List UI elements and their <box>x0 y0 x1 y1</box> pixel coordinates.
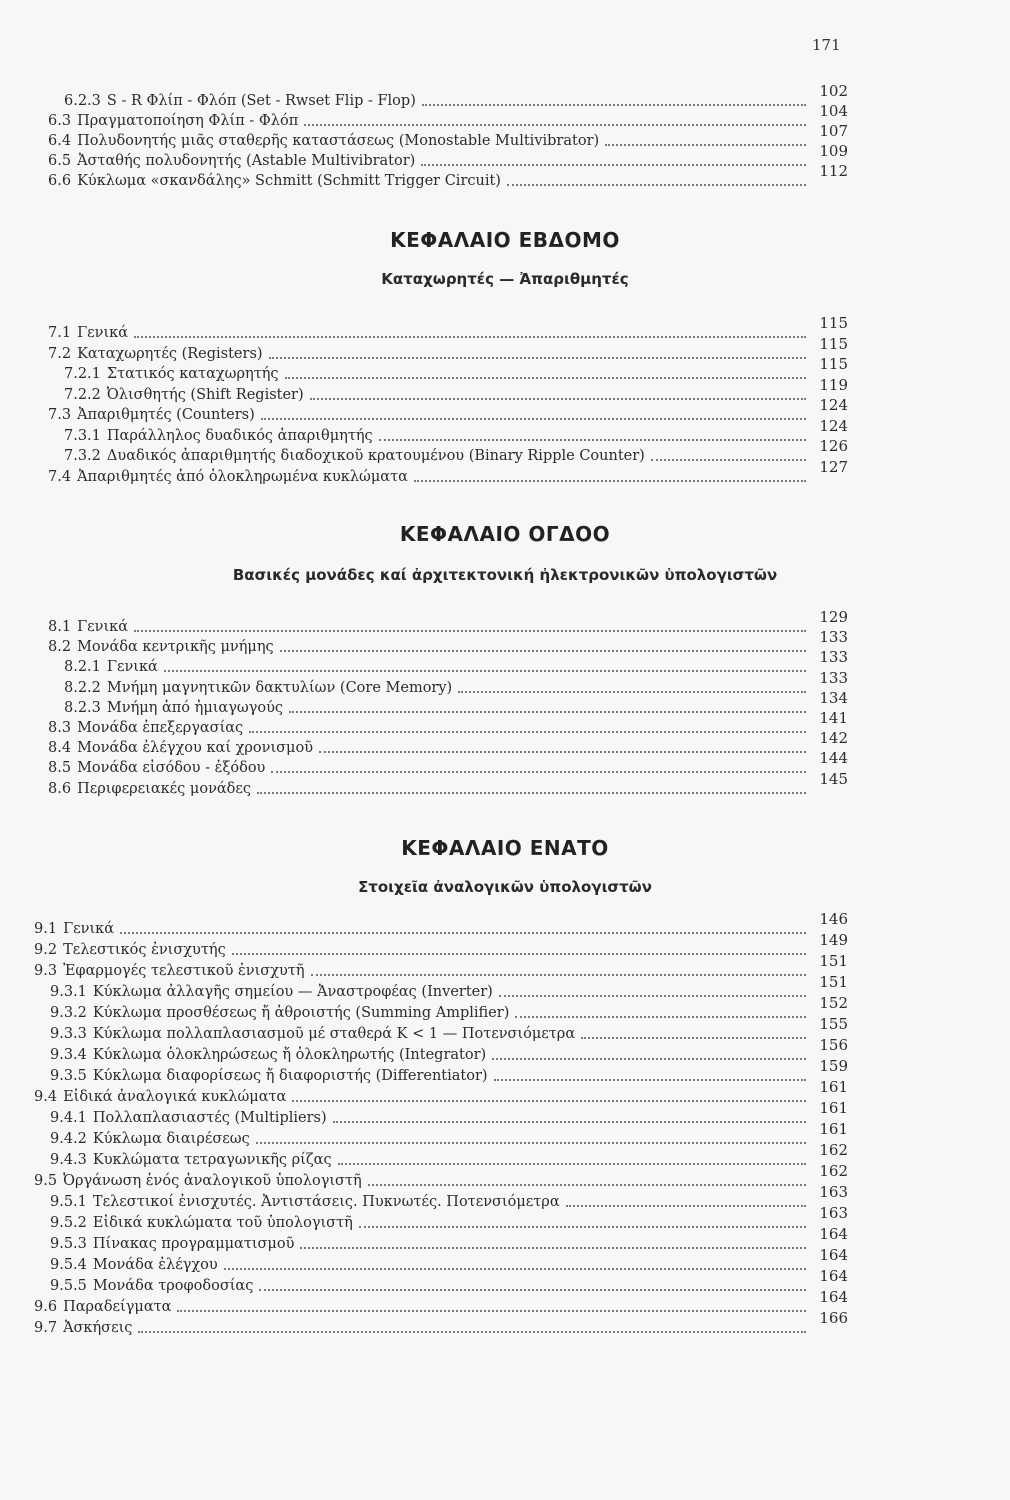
toc-entry-page: 161 <box>819 1120 848 1138</box>
chapter-heading: ΚΕΦΑΛΑΙΟ ΕΝΑΤΟ <box>401 836 609 860</box>
dot-leader <box>414 479 806 482</box>
toc-entry-number: 6.2.3 <box>64 93 101 109</box>
toc-entry-number: 8.2.3 <box>64 699 101 716</box>
toc-entry-title: Μονάδα ἐλέγχου <box>92 1257 218 1273</box>
toc-entry-page: 141 <box>819 709 848 727</box>
toc-entry-title: Δυαδικός ἀπαριθμητής διαδοχικοῦ κρατουμένου (Binary Ripple Counter) <box>106 448 645 464</box>
toc-entry-number: 6.4 <box>48 133 72 149</box>
toc-entry-page: 166 <box>819 1309 848 1327</box>
toc-entry-page: 119 <box>819 375 848 394</box>
chapter-subtitle: Βασικές μονάδες καί ἀρχιτεκτονική ἠλεκτρονικῶν ὑπολογιστῶν <box>232 566 778 584</box>
toc-entry-title: Μονάδα τροφοδοσίας <box>92 1278 254 1294</box>
toc-entry-title: S - R Φλίπ - Φλόπ (Set - Rwset Flip - Flop) <box>106 93 416 109</box>
toc-entry-number: 8.1 <box>48 619 72 635</box>
toc-entry-page: 164 <box>819 1225 848 1243</box>
toc-entry-page: 102 <box>819 82 848 100</box>
toc-entry-title: Κύκλωμα ἀλλαγῆς σημείου — Ἀναστροφέας (Inverter) <box>92 984 493 1000</box>
toc-entry-title: Ὀλισθητής (Shift Register) <box>106 386 304 403</box>
dot-leader <box>338 1162 806 1165</box>
toc-entry-title: Κύκλωμα ὁλοκληρώσεως ἤ ὁλοκληρωτής (Integrator) <box>92 1047 487 1063</box>
toc-entry <box>48 457 848 486</box>
toc-entry-number: 6.3 <box>48 113 72 129</box>
toc-entry-page: 164 <box>819 1288 848 1306</box>
toc-entry-number: 9.4.2 <box>50 1131 87 1147</box>
toc-entry-title: Μνήμη ἀπό ἡμιαγωγούς <box>106 699 284 716</box>
dot-leader <box>257 791 806 794</box>
toc-entry-number: 9.6 <box>34 1299 58 1315</box>
toc-entry-number: 9.5 <box>34 1173 58 1189</box>
toc-entry-title: Ἀσκήσεις <box>63 1320 133 1336</box>
toc-entry-title: Μνήμη μαγνητικῶν δακτυλίων (Core Memory) <box>106 679 453 696</box>
toc-entry-number: 8.2.1 <box>64 659 101 676</box>
dot-leader <box>177 1309 806 1312</box>
toc-entry-page: 164 <box>819 1246 848 1264</box>
toc-entry-number: 9.3.1 <box>50 984 87 1000</box>
toc-entry-number: 9.3.3 <box>50 1026 87 1042</box>
toc-entry-number: 9.5.3 <box>50 1236 87 1252</box>
toc-entry <box>48 162 848 190</box>
toc-entry-title: Ἀπαριθμητές ἀπό ὁλοκληρωμένα κυκλώματα <box>77 468 408 485</box>
toc-entry-title: Ἀσταθής πολυδονητής (Astable Multivibrator) <box>77 153 416 169</box>
dot-leader <box>333 1120 806 1123</box>
toc-entry-title: Μονάδα εἰσόδου - ἐξόδου <box>77 760 266 777</box>
toc-entry-number: 6.5 <box>48 153 72 169</box>
toc-entry-page: 133 <box>819 628 848 647</box>
toc-entry-page: 142 <box>819 729 848 748</box>
toc-entry-number: 9.7 <box>34 1320 58 1336</box>
toc-entry-number: 9.5.1 <box>50 1194 87 1210</box>
toc-entry-page: 164 <box>819 1267 848 1285</box>
dot-leader <box>224 1267 806 1270</box>
toc-entry-title: Ὀργάνωση ἑνός ἀναλογικοῦ ὑπολογιστῆ <box>63 1173 362 1189</box>
toc-entry-page: 109 <box>819 142 848 160</box>
toc-entry-title: Ἀπαριθμητές (Counters) <box>77 407 255 423</box>
toc-entry-page: 161 <box>819 1099 848 1117</box>
toc-entry-page: 127 <box>819 457 848 476</box>
toc-entry-title: Τελεστικός ἐνισχυτής <box>63 942 226 958</box>
toc-entry-title: Γενικά <box>77 325 128 341</box>
toc-entry-number: 7.3.2 <box>64 448 101 464</box>
dot-leader <box>259 1288 806 1291</box>
toc-entry-number: 8.2 <box>48 639 72 656</box>
toc-entry-title: Κύκλωμα πολλαπλασιασμοῦ μέ σταθερά K < 1 — Ποτενσιόμετρα <box>92 1026 576 1042</box>
toc-entry-number: 9.5.4 <box>50 1257 87 1273</box>
chapter-subtitle: Στοιχεῖα ἀναλογικῶν ὑπολογιστῶν <box>358 878 652 896</box>
dot-leader <box>507 183 806 186</box>
toc-entry-number: 6.6 <box>48 173 72 189</box>
toc-entry-title: Πραγματοποίηση Φλίπ - Φλόπ <box>77 113 299 129</box>
dot-leader <box>300 1246 806 1249</box>
toc-entry-title: Γενικά <box>63 921 114 937</box>
toc-entry-page: 133 <box>819 648 848 667</box>
toc-entry-page: 126 <box>819 437 848 455</box>
toc-entry-number: 9.3.2 <box>50 1005 87 1021</box>
toc-entry-number: 9.1 <box>34 921 58 937</box>
toc-entry-title: Κύκλωμα προσθέσεως ἤ ἀθροιστής (Summing Amplifier) <box>92 1005 510 1021</box>
dot-leader <box>359 1225 806 1228</box>
toc-entry-title: Ἐφαρμογές τελεστικοῦ ἐνισχυτῆ <box>63 963 305 979</box>
toc-entry-title: Γενικά <box>106 659 158 676</box>
toc-entry-page: 152 <box>819 994 848 1012</box>
dot-leader <box>368 1183 806 1186</box>
chapter-subtitle: Καταχωρητές — Ἀπαριθμητές <box>381 270 629 288</box>
toc-entry-page: 161 <box>819 1078 848 1096</box>
toc-entry-number: 7.2.2 <box>64 386 101 403</box>
dot-leader <box>256 1141 806 1144</box>
toc-entry-title: Κύκλωμα «σκανδάλης» Schmitt (Schmitt Trigger Circuit) <box>77 173 501 189</box>
toc-entry-page: 163 <box>819 1204 848 1222</box>
toc-entry <box>34 1309 848 1337</box>
toc-entry-page: 144 <box>819 749 848 768</box>
toc-entry-title: Μονάδα ἐπεξεργασίας <box>77 720 244 736</box>
toc-entry-number: 9.5.2 <box>50 1215 87 1231</box>
toc-entry-title: Μονάδα κεντρικῆς μνήμης <box>77 639 274 656</box>
toc-entry-number: 7.3 <box>48 407 72 423</box>
toc-entry-title: Πολλαπλασιαστές (Multipliers) <box>92 1110 327 1126</box>
toc-entry-page: 149 <box>819 931 848 949</box>
toc-entry-number: 9.5.5 <box>50 1278 87 1294</box>
toc-entry-page: 133 <box>819 668 848 687</box>
dot-leader <box>292 1099 806 1102</box>
toc-entry-page: 134 <box>819 688 848 707</box>
toc-entry-page: 124 <box>819 416 848 435</box>
toc-entry-number: 7.3.1 <box>64 427 101 444</box>
toc-entry-page: 115 <box>819 314 848 332</box>
toc-entry-title: Κύκλωμα διαιρέσεως <box>92 1131 250 1147</box>
toc-entry-page: 124 <box>819 396 848 414</box>
chapter-heading: ΚΕΦΑΛΑΙΟ ΕΒΔΟΜΟ <box>390 228 620 252</box>
toc-entry-title: Στατικός καταχωρητής <box>106 366 279 382</box>
toc-entry-title: Γενικά <box>77 619 128 635</box>
toc-entry-title: Παράλληλος δυαδικός ἀπαριθμητής <box>106 427 373 444</box>
toc-entry-number: 8.3 <box>48 720 72 736</box>
dot-leader <box>120 931 806 934</box>
page-number: 171 <box>812 36 841 54</box>
toc-entry-number: 9.4 <box>34 1089 58 1105</box>
toc-entry-number: 9.3.4 <box>50 1047 87 1063</box>
dot-leader <box>311 973 806 976</box>
chapter-heading: ΚΕΦΑΛΑΙΟ ΟΓΔΟΟ <box>399 522 611 546</box>
toc-entry-page: 115 <box>819 355 848 373</box>
toc-entry-title: Κυκλώματα τετραγωνικῆς ρίζας <box>92 1152 332 1168</box>
toc-entry-number: 9.4.1 <box>50 1110 87 1126</box>
toc-entry-number: 8.6 <box>48 780 72 797</box>
toc-entry-title: Περιφερειακές μονάδες <box>77 780 252 797</box>
toc-entry-page: 107 <box>819 122 848 140</box>
toc-entry-number: 8.2.2 <box>64 679 101 696</box>
toc-entry-title: Εἰδικά κυκλώματα τοῦ ὑπολογιστῆ <box>92 1215 353 1231</box>
toc-entry-number: 8.5 <box>48 760 72 777</box>
toc-entry-title: Εἰδικά ἀναλογικά κυκλώματα <box>63 1089 287 1105</box>
dot-leader <box>232 952 806 955</box>
dot-leader <box>138 1330 806 1333</box>
toc-entry-number: 9.3.5 <box>50 1068 87 1084</box>
toc-entry-page: 145 <box>819 769 848 788</box>
toc-entry-page: 163 <box>819 1183 848 1201</box>
toc-entry-number: 9.2 <box>34 942 58 958</box>
toc-entry-number: 8.4 <box>48 740 72 757</box>
toc-entry-page: 151 <box>819 973 848 991</box>
toc-entry-number: 7.4 <box>48 468 72 485</box>
toc-entry-page: 162 <box>819 1162 848 1180</box>
toc-entry-page: 156 <box>819 1036 848 1054</box>
dot-leader <box>566 1204 806 1207</box>
dot-leader <box>494 1078 806 1081</box>
toc-entry-page: 104 <box>819 102 848 120</box>
dot-leader <box>581 1036 806 1039</box>
toc-entry-page: 159 <box>819 1057 848 1075</box>
toc-entry-page: 112 <box>819 162 848 180</box>
dot-leader <box>499 994 806 997</box>
toc-entry-page: 129 <box>819 608 848 626</box>
toc-entry-title: Τελεστικοί ἐνισχυτές. Ἀντιστάσεις. Πυκνωτές. Ποτενσιόμετρα <box>92 1194 560 1210</box>
toc-entry <box>48 769 848 798</box>
toc-entry-page: 151 <box>819 952 848 970</box>
dot-leader <box>515 1015 806 1018</box>
toc-entry-page: 155 <box>819 1015 848 1033</box>
toc-entry-number: 7.2.1 <box>64 366 101 382</box>
toc-entry-title: Κύκλωμα διαφορίσεως ἤ διαφοριστής (Differentiator) <box>92 1068 488 1084</box>
toc-entry-number: 7.1 <box>48 325 72 341</box>
toc-entry-title: Μονάδα ἐλέγχου καί χρονισμοῦ <box>77 740 314 757</box>
toc-entry-page: 146 <box>819 910 848 928</box>
toc-entry-title: Παραδείγματα <box>63 1299 172 1315</box>
dot-leader <box>492 1057 806 1060</box>
toc-entry-page: 162 <box>819 1141 848 1159</box>
toc-entry-number: 9.4.3 <box>50 1152 87 1168</box>
toc-entry-page: 115 <box>819 334 848 353</box>
toc-entry-title: Καταχωρητές (Registers) <box>77 345 263 362</box>
toc-entry-number: 7.2 <box>48 345 72 362</box>
toc-entry-title: Πίνακας προγραμματισμοῦ <box>92 1236 295 1252</box>
toc-entry-title: Πολυδονητής μιᾶς σταθερῆς καταστάσεως (Monostable Multivibrator) <box>77 133 600 149</box>
toc-entry-number: 9.3 <box>34 963 58 979</box>
